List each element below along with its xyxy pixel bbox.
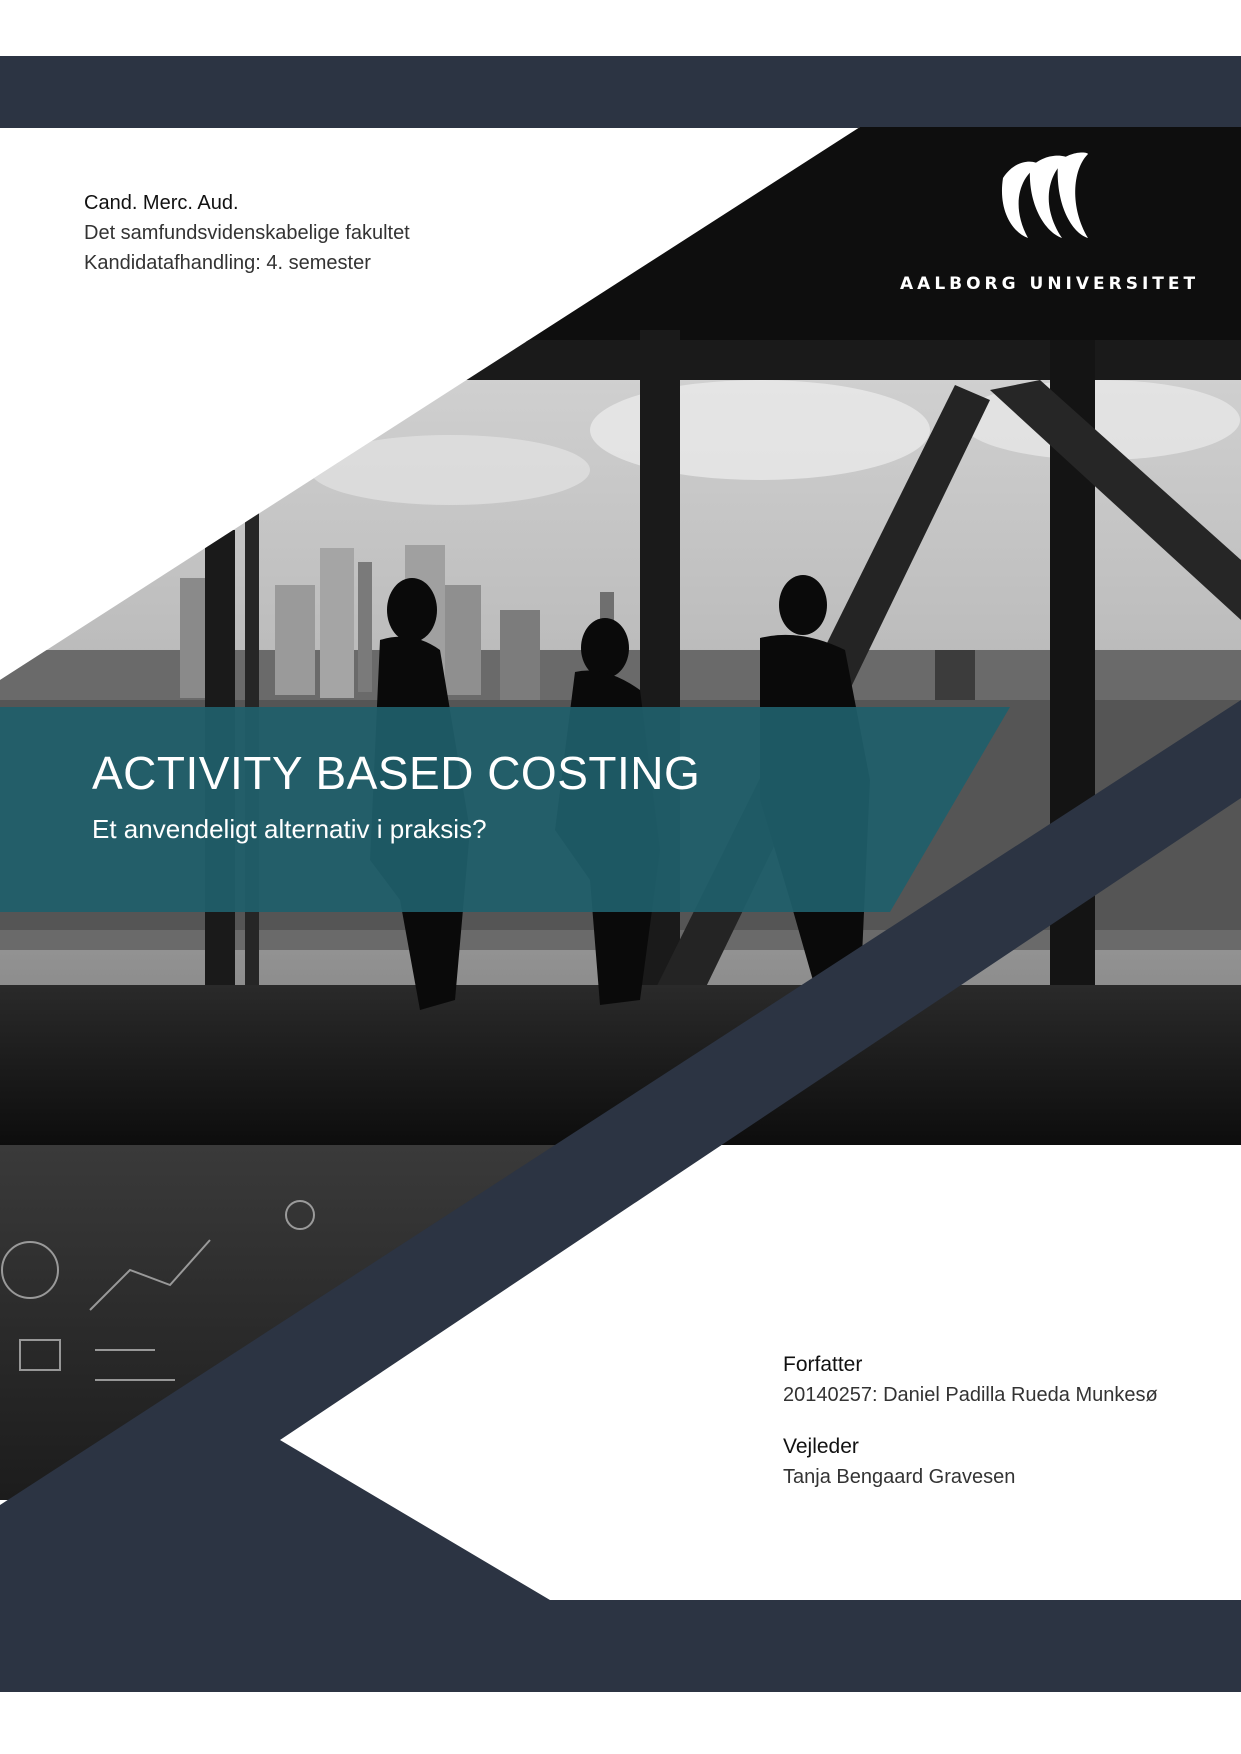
university-name: AALBORG UNIVERSITET — [900, 274, 1200, 294]
program-title: Cand. Merc. Aud. — [84, 192, 239, 214]
program-info — [84, 188, 410, 278]
thesis-line: Kandidatafhandling: 4. semester — [84, 252, 371, 274]
author-label: Forfatter — [783, 1353, 863, 1376]
author-name: 20140257: Daniel Padilla Rueda Munkesø — [783, 1384, 1158, 1406]
title-band — [0, 707, 1010, 912]
supervisor-label: Vejleder — [783, 1435, 859, 1458]
cover-subtitle: Et anvendeligt alternativ i praksis? — [92, 814, 487, 844]
credits-block — [783, 1350, 1158, 1514]
supervisor-name: Tanja Bengaard Gravesen — [783, 1466, 1016, 1488]
faculty-line: Det samfundsvidenskabelige fakultet — [84, 222, 410, 244]
cover-title: ACTIVITY BASED COSTING — [92, 747, 701, 799]
top-band — [0, 56, 1241, 128]
bottom-band — [0, 1600, 1241, 1692]
